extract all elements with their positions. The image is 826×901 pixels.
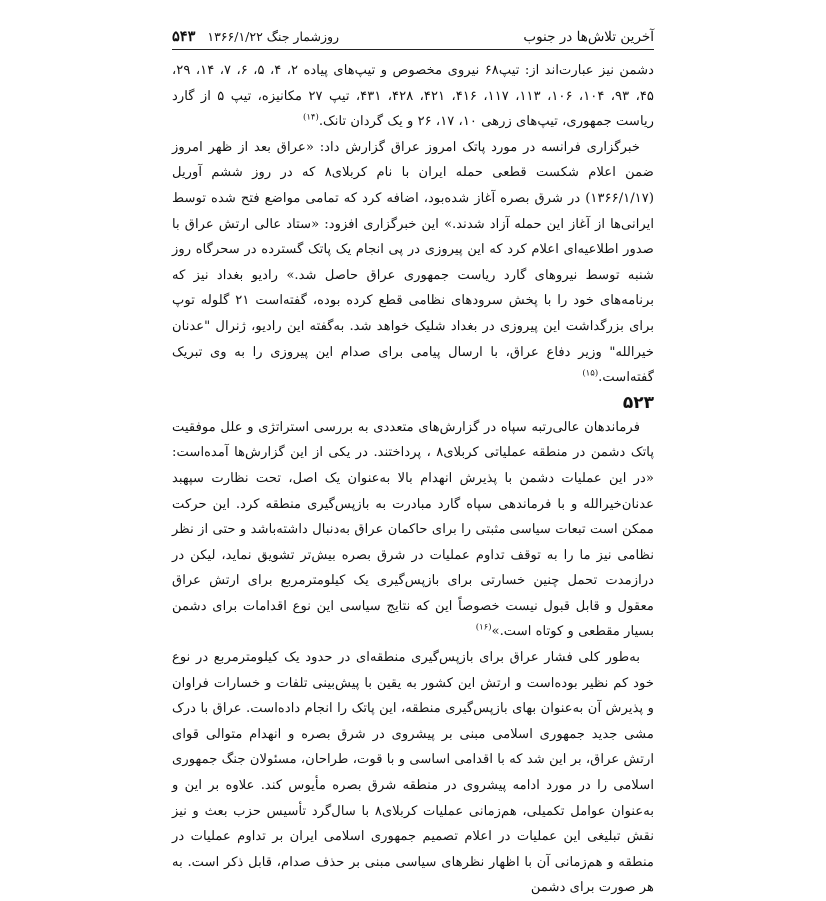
running-header bbox=[172, 28, 654, 49]
paragraph bbox=[172, 58, 654, 135]
entry-number: ۵۲۳ bbox=[622, 392, 654, 413]
book-page bbox=[172, 28, 654, 901]
paragraph-text: خبرگزاری فرانسه در مورد پاتک امروز عراق گزارش داد: «عراق بعد از ظهر امروز ضمن اعلام شکست قطعی حمله ایران با نام کربلای۸ که در روز ششم آوریل (۱۳۶۶/۱/۱۷) در شرق بصره آغاز شده‌بود، اضافه کرد که تمامی مواضع فتح شده توسط ایرانی‌ها از آغاز این حمله آزاد شدند.» این خبرگزاری افزود: «ستاد عالی ارتش عراق با صدور اطلاعیه‌ای اعلام کرد که این پیروزی در پی انجام یک پاتک گسترده در سحرگاه روز شنبه توسط نیروهای گارد ریاست جمهوری عراق حاصل شد.» رادیو بغداد نیز که برنامه‌های خود را با پخش سرودهای نظامی قطع کرده بوده، گفته‌است ۲۱ گلوله توپ برای بزرگداشت این پیروزی در بغداد شلیک خواهد شد. به‌گفته این رادیو، ژنرال "عدنان خیرالله" وزیر دفاع عراق، با ارسال پیامی برای صدام این پیروزی را به وی تبریک گفته‌است. bbox=[172, 139, 655, 386]
footnote-ref: (۱۴) bbox=[303, 112, 319, 123]
paragraph-text: به‌طور کلی فشار عراق برای بازپس‌گیری منطقه‌ای در حدود یک کیلومترمربع در نوع خود کم نظیر بوده‌است و ارتش این کشور به یقین با پیش‌بینی تلفات و خسارات فراوان و پذیرش آن به‌عنوان بهای بازپس‌گیری منطقه، این پاتک را انجام داده‌است. عراق با درک مشی جدید جمهوری اسلامی مبنی بر پیشروی در شرق بصره و انهدام متوالی قوای ارتش عراق، بر این شد که با اقدامی اساسی و با قوت، طراحان، مسئولان جنگ جمهوری اسلامی را در مورد ادامه پیشروی در منطقه شرق بصره مأیوس کند. علاوه بر این و به‌عنوان عوامل تکمیلی، هم‌زمانی عملیات کربلای۸ با سال‌گرد تأسیس حزب بعث و نیز نقش تبلیغی این عملیات در اعلام تصمیم جمهوری اسلامی ایران بر تداوم عملیات در منطقه و هم‌زمانی آن با اظهار نظرهای سیاسی مبنی بر حذف صدام، قابل ذکر است. به هر صورت برای دشمن bbox=[172, 650, 654, 896]
chapter-title: آخرین تلاش‌ها در جنوب bbox=[523, 29, 654, 45]
paragraph bbox=[172, 135, 654, 391]
paragraph-text: دشمن نیز عبارت‌اند از: تیپ۶۸ نیروی مخصوص و تیپ‌های پیاده ۲، ۴، ۵، ۶، ۷، ۱۴، ۲۹، ۴۵، ۹۳، ۱۰۴، ۱۰۶، ۱۱۳، ۱۱۷، ۴۱۶، ۴۲۱، ۴۲۸، ۴۳۱، تیپ ۲۷ مکانیزه، تیپ ۵ از گارد ریاست جمهوری، تیپ‌های زرهی ۱۰، ۱۷، ۲۶ و یک گردان تانک. bbox=[172, 63, 654, 130]
page-body bbox=[172, 58, 654, 901]
page-number: ۵۴۳ bbox=[172, 28, 196, 45]
chronicle-date: روزشمار جنگ ۱۳۶۶/۱/۲۲ bbox=[207, 29, 340, 44]
paragraph bbox=[172, 415, 654, 645]
footnote-ref: (۱۵) bbox=[582, 368, 599, 379]
footnote-ref: (۱۶) bbox=[475, 623, 492, 634]
header-divider bbox=[172, 49, 654, 50]
paragraph bbox=[172, 645, 654, 901]
paragraph-text: فرماندهان عالی‌رتبه سپاه در گزارش‌های متعددی به بررسی استراتژی و علل موفقیت پاتک دشمن در منطقه عملیاتی کربلای۸ ، پرداختند. در یکی از این گزارش‌ها آمده‌است: «در این عملیات دشمن با پذیرش انهدام بالا به‌عنوان یک اصل، تحت نظارت سپهبد عدنان‌خیرالله و با فرماندهی سپاه گارد مبادرت به بازپس‌گیری منطقه کرد. این حرکت ممکن است تبعات سیاسی مثبتی را برای حاکمان عراق به‌دنبال داشته‌باشد و حتی از نظر نظامی نیز ما را به توقف تداوم عملیات در شرق بصره بیش‌تر تشویق نماید، لیکن در درازمدت تحمل چنین خسارتی برای بازپس‌گیری یک کیلومترمربع برای ارتش عراق معقول و قابل قبول نیست خصوصاً این که نتایج سیاسی این نوع اقدامات برای دشمن بسیار مقطعی و کوتاه است.» bbox=[172, 419, 654, 640]
